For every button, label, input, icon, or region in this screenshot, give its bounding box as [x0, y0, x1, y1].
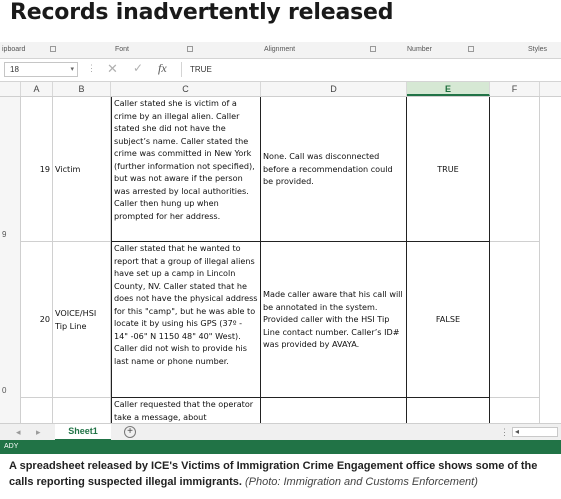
call-type: Victim [55, 163, 81, 174]
ribbon-group-font: Font [115, 46, 130, 53]
cell-c19[interactable] [111, 97, 261, 242]
caption-credit: (Photo: Immigration and Customs Enforcement) [244, 476, 478, 488]
status-ready-text: ADY [4, 443, 19, 450]
cell-e20[interactable] [407, 242, 490, 398]
tab-scroll-left-icon[interactable]: ◂ [16, 427, 21, 437]
row-header-gutter[interactable] [0, 398, 21, 423]
column-header-c[interactable]: C [111, 82, 261, 96]
confirm-entry-icon[interactable]: ✓ [133, 61, 144, 75]
cell-e19[interactable] [407, 97, 490, 242]
cell-b21[interactable] [53, 398, 111, 423]
column-header-f[interactable]: F [490, 82, 540, 96]
select-all-corner[interactable] [0, 82, 21, 96]
sheet-tabs-bar [0, 423, 561, 441]
tab-split-icon[interactable]: ⋮ [500, 427, 509, 437]
cell-d21[interactable] [261, 398, 407, 423]
cell-f21[interactable] [490, 398, 540, 423]
cell-d20[interactable] [261, 242, 407, 398]
cell-e21[interactable] [407, 398, 490, 423]
name-box-value: 18 [10, 65, 19, 74]
clipboard-launcher-icon[interactable] [50, 46, 56, 52]
caption-text: A spreadsheet released by ICE's Victims of Immigration Crime Engagement office shows some of the calls reporting suspected illegal immigrants. [9, 460, 538, 488]
row-number: 20 [39, 314, 50, 325]
ribbon-group-labels [0, 42, 561, 59]
flag-value: TRUE [437, 163, 459, 174]
cancel-entry-icon[interactable]: ✕ [107, 61, 118, 76]
cell-grid [0, 97, 561, 423]
column-headers [0, 82, 561, 97]
ribbon-group-styles: Styles [528, 46, 548, 53]
formula-bar [0, 59, 561, 82]
row-gutter-fragment: 0 [2, 386, 7, 395]
cell-f20[interactable] [490, 242, 540, 398]
call-type: VOICE/HSI Tip Line [55, 308, 97, 331]
alignment-launcher-icon[interactable] [370, 46, 376, 52]
chevron-down-icon[interactable]: ▾ [70, 66, 74, 73]
insert-function-icon[interactable]: fx [158, 61, 167, 75]
cell-c21[interactable] [111, 398, 261, 423]
cell-a21[interactable] [21, 398, 53, 423]
cell-a20[interactable] [21, 242, 53, 398]
action-taken: Made caller aware that his call will be annotated in the system. Provided caller with the HSI Tip Line contact number. Caller’s ID# was provided by AVAYA. [263, 289, 403, 350]
column-header-d[interactable]: D [261, 82, 407, 96]
ribbon-group-clipboard: ipboard [2, 46, 26, 53]
flag-value: FALSE [435, 314, 461, 325]
scroll-left-icon[interactable]: ◂ [515, 427, 520, 436]
ribbon-group-number: Number [407, 46, 432, 53]
ribbon-group-alignment: Alignment [264, 46, 296, 53]
tab-sheet1[interactable]: Sheet1 [55, 424, 111, 441]
name-box[interactable] [4, 62, 78, 77]
formula-input[interactable]: TRUE [181, 62, 557, 77]
row-header-gutter[interactable] [0, 242, 21, 398]
number-launcher-icon[interactable] [468, 46, 474, 52]
cell-d19[interactable] [261, 97, 407, 242]
cell-b20[interactable] [53, 242, 111, 398]
tab-scroll-right-icon[interactable]: ▸ [36, 427, 41, 437]
row-header-gutter[interactable] [0, 97, 21, 242]
call-description: Caller stated that he wanted to report that a group of illegal aliens have set up a camp in Lincoln County, NV. Caller stated that he does not have the physical address for this "camp", but he was able to locate it by using his GPS (37º - 14" -06" N 1150 48" 40" West). Caller did not wish to provide his last name or phone number. [114, 243, 258, 366]
row-number: 19 [39, 163, 50, 174]
column-header-b[interactable]: B [53, 82, 111, 96]
action-taken: None. Call was disconnected before a recommendation could be provided. [263, 151, 393, 187]
column-header-a[interactable]: A [21, 82, 53, 96]
call-description: Caller requested that the operator take a message, about [114, 399, 254, 422]
more-options-icon: ⋮ [87, 63, 96, 73]
headline: Records inadvertently released [10, 0, 394, 25]
cell-a19[interactable] [21, 97, 53, 242]
column-header-e[interactable]: E [407, 82, 490, 96]
cell-f19[interactable] [490, 97, 540, 242]
add-sheet-icon[interactable]: + [124, 426, 136, 438]
status-bar [0, 440, 561, 454]
row-gutter-fragment: 9 [2, 230, 7, 239]
spreadsheet-screenshot [0, 42, 561, 454]
photo-caption [9, 458, 557, 490]
cell-c20[interactable] [111, 242, 261, 398]
horizontal-scrollbar[interactable] [512, 427, 558, 437]
call-description: Caller stated she is victim of a crime by an illegal alien. Caller stated she did not have the subject’s name. Caller stated the crime was committed in New York (further information not specified), but was not aware if the person was arrested by local authorities. Caller then hung up when prompted for her address. [114, 98, 255, 221]
font-launcher-icon[interactable] [187, 46, 193, 52]
cell-b19[interactable] [53, 97, 111, 242]
